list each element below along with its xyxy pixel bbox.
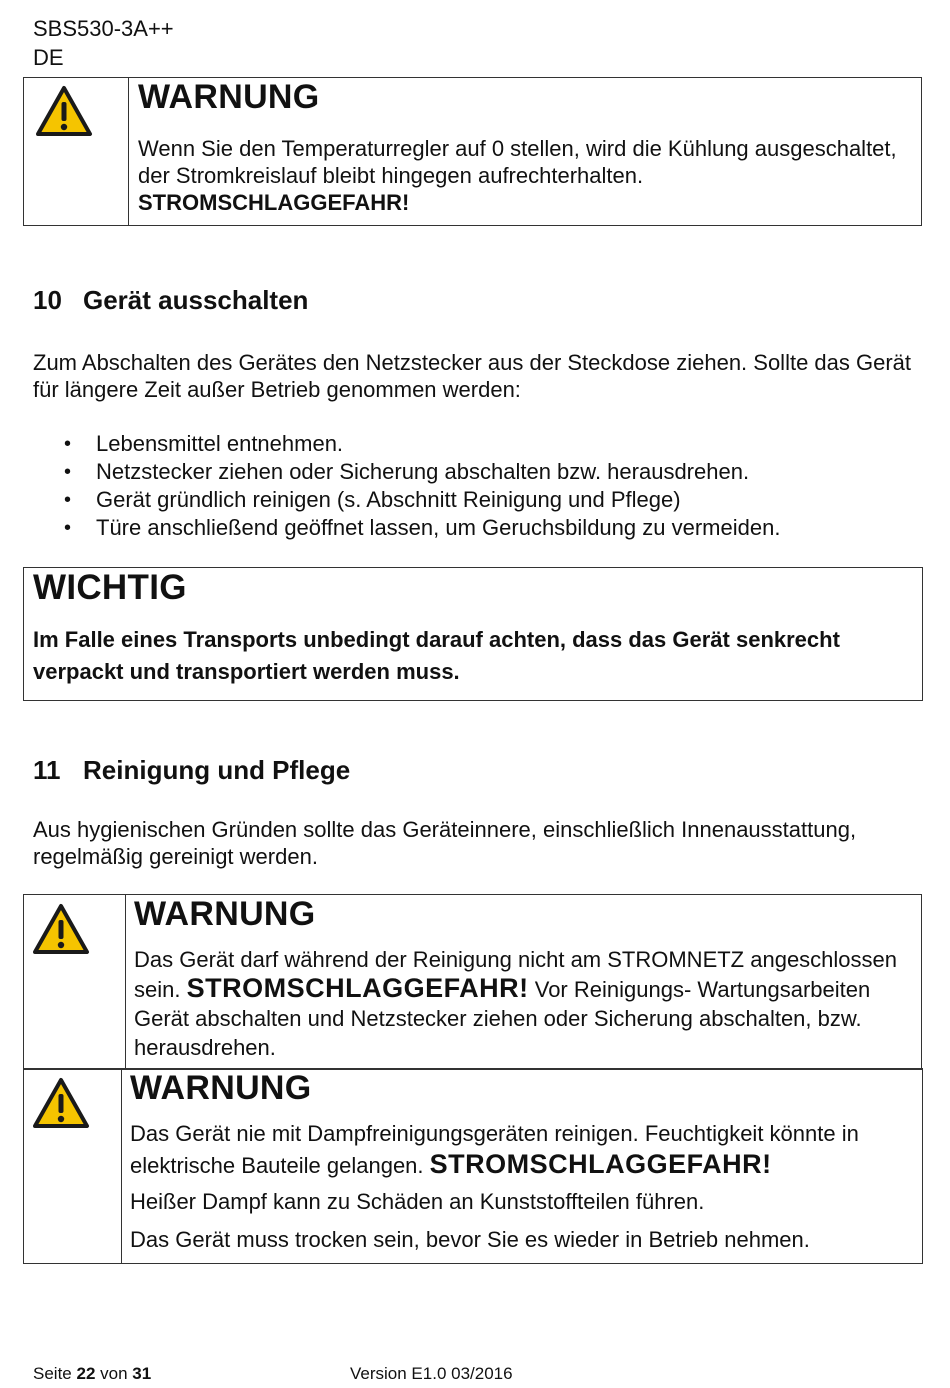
section-11-intro: Aus hygienischen Gründen sollte das Geräteinnere, einschließlich Innenausstattung, regelmäßig gereinigt werden. (33, 817, 857, 869)
warning-dry-before-use: Das Gerät muss trocken sein, bevor Sie es wieder in Betrieb nehmen. (130, 1227, 810, 1252)
section-heading-11 (33, 755, 350, 786)
warning-steam-damage: Heißer Dampf kann zu Schäden an Kunststoffteilen führen. (130, 1189, 705, 1214)
warning-triangle-icon (35, 85, 93, 137)
shock-hazard-label: STROMSCHLAGGEFAHR! (186, 973, 529, 1003)
section-10-intro: Zum Abschalten des Gerätes den Netzstecker aus der Steckdose ziehen. Sollte das Gerät für längere Zeit außer Betrieb genommen werden: (33, 350, 912, 402)
shock-hazard-label: STROMSCHLAGGEFAHR! (138, 190, 410, 215)
section-heading-10 (33, 285, 308, 316)
warning-text-continued: Vor Reinigungs- Wartungsarbeiten Gerät abschalten und Netzstecker ziehen oder Sicherung abschalten, bzw. herausdrehen. (134, 977, 871, 1060)
page-number: Seite 22 von 31 (33, 1364, 152, 1383)
list-item: • Netzstecker ziehen oder Sicherung abschalten bzw. herausdrehen. (0, 458, 780, 486)
warning-box-steam (23, 1068, 923, 1264)
list-item: • Türe anschließend geöffnet lassen, um Geruchsbildung zu vermeiden. (0, 514, 780, 542)
list-item: • Gerät gründlich reinigen (s. Abschnitt Reinigung und Pflege) (0, 486, 780, 514)
section-number: 11 (33, 755, 61, 785)
section-number: 10 (33, 285, 62, 315)
list-item: • Lebensmittel entnehmen. (0, 430, 780, 458)
important-title: WICHTIG (33, 568, 187, 607)
warning-triangle-icon (32, 903, 90, 955)
warning-title: WARNUNG (138, 78, 320, 116)
document-language: DE (33, 45, 64, 70)
shutdown-steps-list (0, 430, 780, 542)
warning-box-power (23, 894, 922, 1070)
warning-box-temperature (23, 77, 922, 226)
section-title: Gerät ausschalten (83, 285, 309, 315)
warning-title: WARNUNG (130, 1069, 312, 1107)
warning-text: Das Gerät darf während der Reinigung nicht am STROMNETZ angeschlossen sein. (134, 947, 898, 1002)
section-title: Reinigung und Pflege (83, 755, 351, 785)
warning-triangle-icon (32, 1077, 90, 1129)
important-box (23, 567, 923, 701)
document-version: Version E1.0 03/2016 (350, 1364, 513, 1383)
warning-text: Das Gerät nie mit Dampfreinigungsgeräten reinigen. Feuchtigkeit könnte in elektrische Bauteile gelangen. (130, 1121, 859, 1178)
shock-hazard-label: STROMSCHLAGGEFAHR! (429, 1149, 772, 1179)
warning-title: WARNUNG (134, 895, 316, 933)
document-model: SBS530-3A++ (33, 16, 174, 41)
important-text: Im Falle eines Transports unbedingt darauf achten, dass das Gerät senkrecht verpackt und transportiert werden muss. (33, 627, 840, 684)
warning-text: Wenn Sie den Temperaturregler auf 0 stellen, wird die Kühlung ausgeschaltet, der Stromkreislauf bleibt hingegen aufrechterhalten. (138, 136, 897, 188)
